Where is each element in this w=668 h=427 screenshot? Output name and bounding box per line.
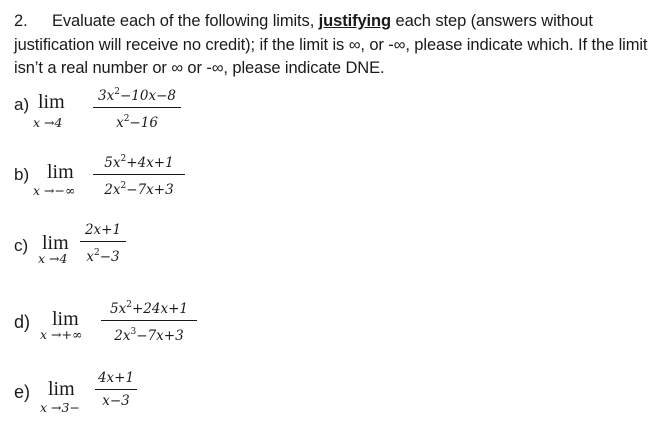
fraction [101, 297, 197, 345]
numerator: $3x^2-10x-8$ [98, 87, 176, 104]
denominator: $2x^2-7x+3$ [104, 181, 174, 198]
denominator: $x^2-3$ [86, 248, 120, 265]
lim-operator: lim [38, 91, 65, 113]
limit-subscript: x →+∞ [40, 327, 83, 342]
question-text-before: Evaluate each of the following limits, [52, 12, 319, 30]
denominator: $2x^3-7x+3$ [114, 327, 184, 344]
numerator: 2x+1 [84, 222, 122, 238]
problem-label: c) [14, 236, 29, 255]
fraction-bar [93, 107, 181, 108]
fraction [80, 222, 126, 266]
lim-operator: lim [47, 161, 74, 183]
denominator: $x^2-16$ [116, 114, 158, 131]
lim-operator: lim [52, 308, 79, 330]
limit-subscript: x →3− [40, 400, 80, 415]
lim-operator: lim [48, 378, 75, 400]
denominator: x−3 [102, 393, 130, 409]
lim-operator: lim [42, 232, 69, 254]
question-text-after: each step (answers without justification will receive no credit); if the limit is ∞, or -∞, please indicate which. If the limit isn’t a real number or ∞ or -∞, please indicate DNE. [14, 12, 648, 77]
fraction-bar [93, 174, 185, 175]
fraction-bar [95, 389, 137, 390]
limit-subscript: x →4 [38, 251, 68, 266]
problem-label: e) [14, 382, 31, 402]
fraction-bar [101, 320, 197, 321]
limit-subscript: x →−∞ [33, 183, 76, 198]
problem-label: a) [14, 95, 30, 114]
fraction-bar [80, 241, 126, 242]
numerator: $5x^2+24x+1$ [110, 300, 188, 317]
numerator: $5x^2+4x+1$ [104, 154, 174, 171]
problem-label: d) [14, 312, 31, 332]
limit-subscript: x →4 [33, 115, 63, 130]
problem-label: b) [14, 165, 30, 184]
fraction [95, 370, 137, 410]
fraction [93, 84, 181, 132]
question-number: 2. [14, 12, 28, 30]
fraction [93, 151, 185, 199]
justifying-emphasis: justifying [318, 12, 392, 30]
numerator: 4x+1 [97, 370, 135, 386]
question-text [14, 10, 662, 81]
